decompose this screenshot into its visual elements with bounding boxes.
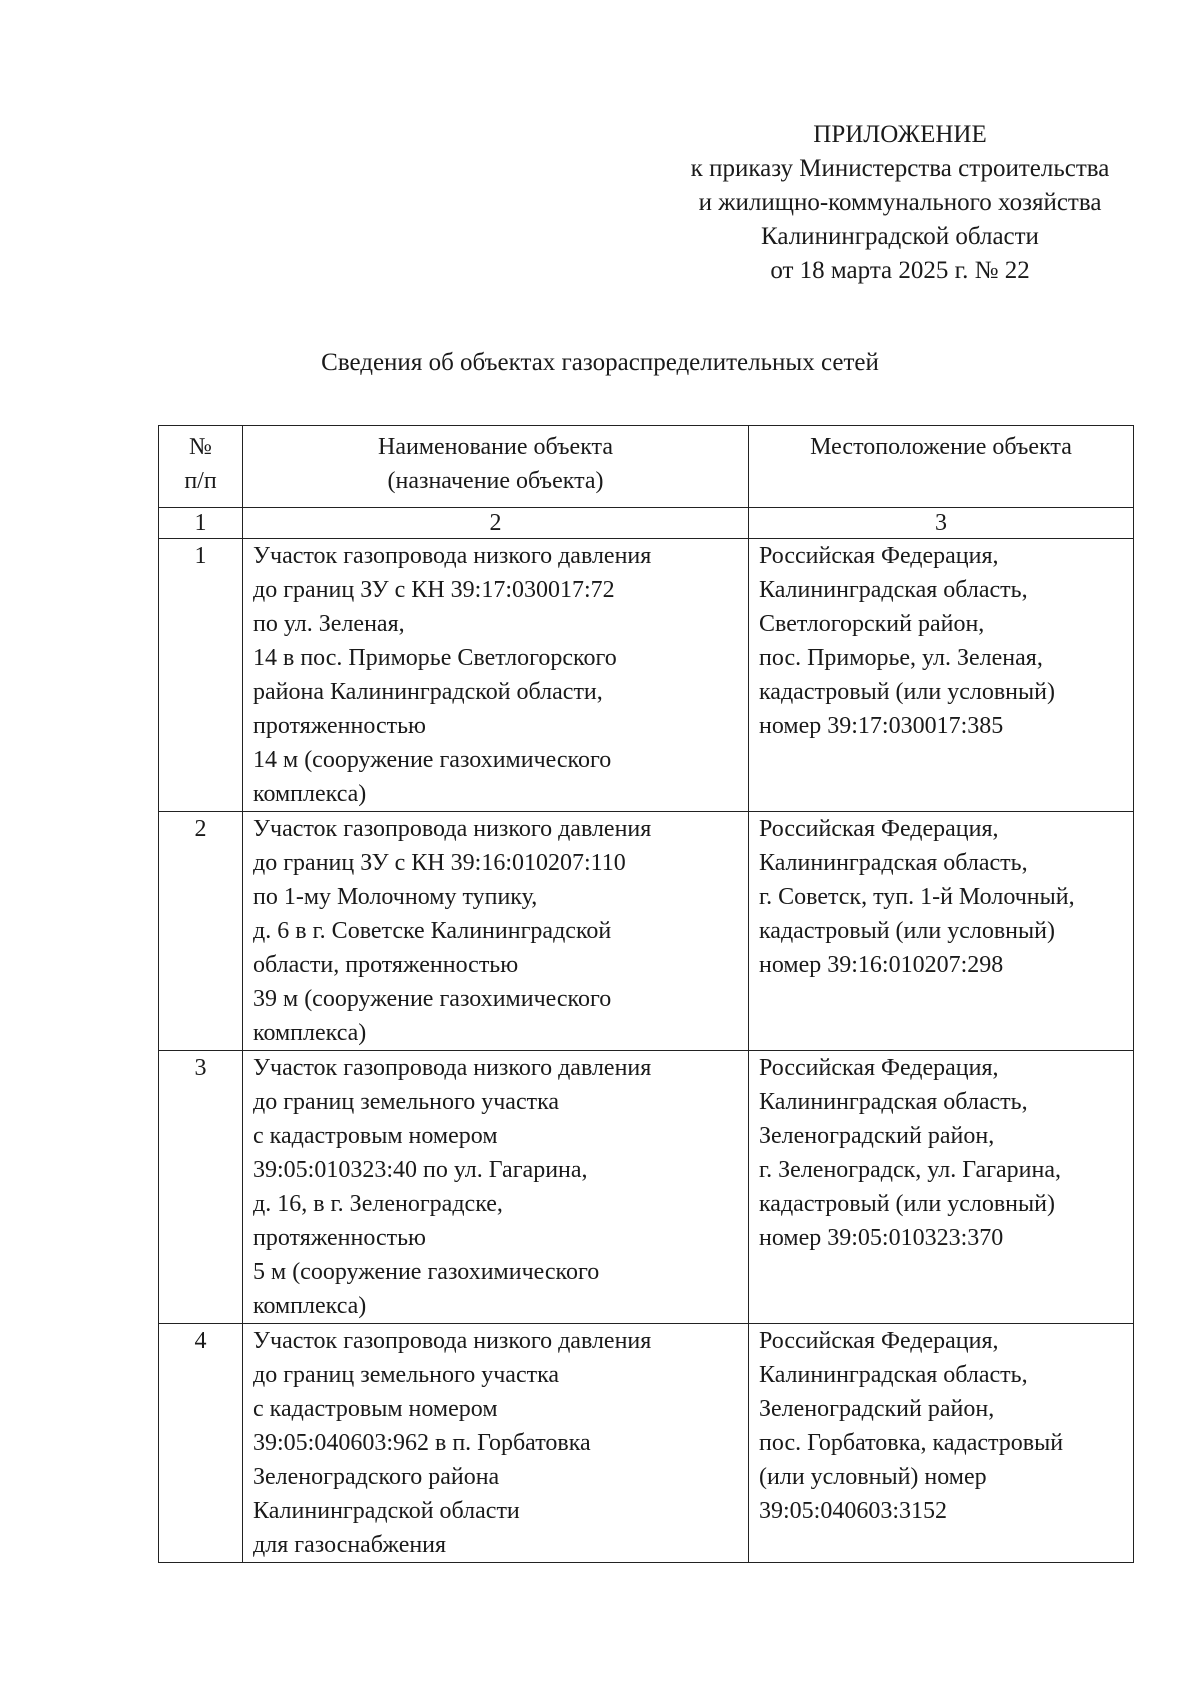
object-name-line: Калининградской области [253,1498,520,1524]
object-location-line: г. Зеленоградск, ул. Гагарина, [759,1157,1061,1183]
object-location-line: Российская Федерация, [759,816,999,842]
object-location [749,1324,1134,1563]
object-location-line: номер 39:05:010323:370 [759,1225,1004,1251]
appendix-line: Калининградской области [761,223,1039,250]
object-location-line: Светлогорский район, [759,611,985,637]
object-name-line: до границ земельного участка [253,1089,560,1115]
object-name-line: до границ ЗУ с КН 39:16:010207:110 [253,850,626,876]
object-name-line: района Калининградской области, [253,679,603,705]
object-location [749,1051,1134,1324]
object-name-line: по ул. Зеленая, [253,611,405,637]
header-location [749,426,1134,508]
object-location-line: номер 39:16:010207:298 [759,952,1004,978]
appendix-line: и жилищно-коммунального хозяйства [698,189,1102,216]
object-location-line: Российская Федерация, [759,1055,999,1081]
table-row [159,539,1134,812]
object-name-line: Участок газопровода низкого давления [253,1328,652,1354]
column-number: 2 [243,508,749,539]
header-location-line: Местоположение объекта [810,434,1072,460]
row-number: 2 [159,812,243,1051]
object-name-line: протяженностью [253,1225,426,1251]
object-name-line: области, протяженностью [253,952,519,978]
column-number: 1 [159,508,243,539]
object-name-line: до границ ЗУ с КН 39:17:030017:72 [253,577,615,603]
header-name-line: Наименование объекта [378,434,613,460]
appendix-line: к приказу Министерства строительства [690,155,1110,182]
object-name-line: с кадастровым номером [253,1123,498,1149]
object-location-line: (или условный) номер [759,1464,987,1490]
object-location-line: Калининградская область, [759,1089,1028,1115]
header-number [159,426,243,508]
object-location-line: 39:05:040603:3152 [759,1498,948,1524]
header-name [243,426,749,508]
object-name [243,539,749,812]
object-name-line: Зеленоградского района [253,1464,500,1490]
appendix-block [600,118,1200,288]
object-name-line: по 1-му Молочному тупику, [253,884,538,910]
object-location-line: пос. Горбатовка, кадастровый [759,1430,1064,1456]
object-location-line: Зеленоградский район, [759,1396,995,1422]
table-row [159,812,1134,1051]
object-location-line: кадастровый (или условный) [759,1191,1055,1217]
object-location-line: пос. Приморье, ул. Зеленая, [759,645,1043,671]
object-location [749,812,1134,1051]
row-number: 4 [159,1324,243,1563]
object-name-line: д. 6 в г. Советске Калининградской [253,918,612,944]
object-location-line: кадастровый (или условный) [759,918,1055,944]
object-name-line: для газоснабжения [253,1532,447,1558]
row-number: 1 [159,539,243,812]
object-name-line: комплекса) [253,781,367,807]
object-location-line: номер 39:17:030017:385 [759,713,1004,739]
table-row [159,1051,1134,1324]
object-location [749,539,1134,812]
object-location-line: Калининградская область, [759,1362,1028,1388]
header-number-line: № [189,434,212,460]
object-name [243,812,749,1051]
header-name-line: (назначение объекта) [387,468,604,494]
object-location-line: кадастровый (или условный) [759,679,1055,705]
object-name-line: комплекса) [253,1293,367,1319]
document-title: Сведения об объектах газораспределительных сетей [321,349,879,376]
appendix-date-line: от 18 марта 2025 г. № 22 [770,257,1030,284]
object-name-line: комплекса) [253,1020,367,1046]
object-name [243,1051,749,1324]
object-location-line: г. Советск, туп. 1-й Молочный, [759,884,1075,910]
object-location-line: Российская Федерация, [759,1328,999,1354]
object-name-line: 14 м (сооружение газохимического [253,747,612,773]
appendix-heading: ПРИЛОЖЕНИЕ [813,121,987,148]
object-name-line: с кадастровым номером [253,1396,498,1422]
object-name [243,1324,749,1563]
object-name-line: Участок газопровода низкого давления [253,543,652,569]
column-number: 3 [749,508,1134,539]
object-name-line: 39 м (сооружение газохимического [253,986,612,1012]
object-name-line: до границ земельного участка [253,1362,560,1388]
table-row [159,1324,1134,1563]
object-location-line: Калининградская область, [759,850,1028,876]
object-name-line: 14 в пос. Приморье Светлогорского [253,645,617,671]
object-name-line: Участок газопровода низкого давления [253,1055,652,1081]
column-numbering-row [159,508,1134,539]
objects-table [158,425,1134,1563]
row-number: 3 [159,1051,243,1324]
object-name-line: 39:05:010323:40 по ул. Гагарина, [253,1157,588,1183]
object-name-line: 5 м (сооружение газохимического [253,1259,600,1285]
object-name-line: протяженностью [253,713,426,739]
table-header-row [159,426,1134,508]
header-number-line: п/п [184,468,217,494]
object-location-line: Российская Федерация, [759,543,999,569]
object-location-line: Калининградская область, [759,577,1028,603]
object-name-line: д. 16, в г. Зеленоградске, [253,1191,503,1217]
object-name-line: 39:05:040603:962 в п. Горбатовка [253,1430,591,1456]
object-name-line: Участок газопровода низкого давления [253,816,652,842]
object-location-line: Зеленоградский район, [759,1123,995,1149]
